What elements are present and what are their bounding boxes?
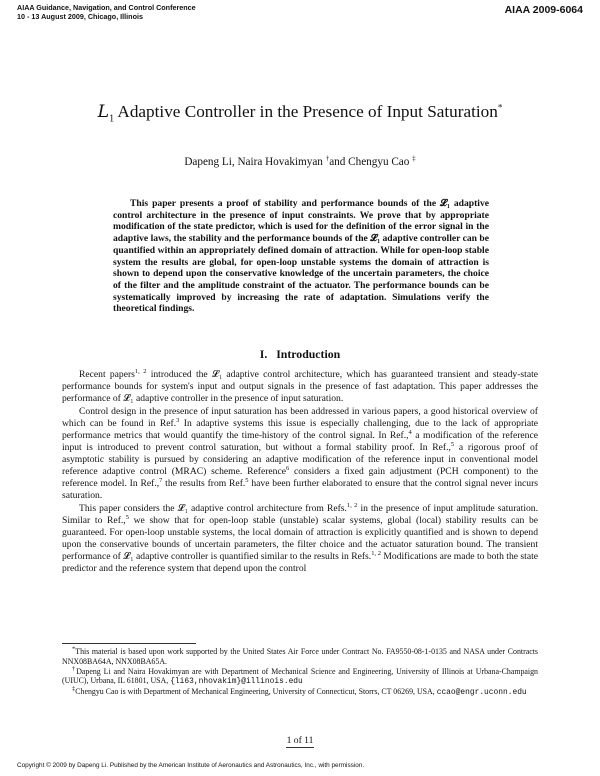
citation-ref: 3	[176, 416, 180, 424]
text-run: considers a fixed gain adjustment (PCH component) to the reference model. In Ref.,	[62, 465, 538, 489]
author-names-1: Dapeng Li, Naira Hovakimyan	[184, 156, 326, 168]
footnote-text: Chengyu Cao is with Department of Mechanical Engineering, University of Connecticut, Storrs, CT 06269, USA,	[75, 687, 437, 697]
author-email[interactable]: ccao@engr.uconn.edu	[436, 688, 527, 698]
footnote-divider	[62, 643, 196, 644]
paragraph-3	[62, 503, 538, 574]
section-heading	[60, 347, 540, 362]
title-symbol: L	[97, 102, 110, 122]
author-email[interactable]: {li63,nhovakim}@illinois.edu	[170, 677, 303, 687]
paragraph-1	[62, 369, 538, 405]
text-run: introduced the 𝓛₁ adaptive control architecture, which has guaranteed transient and steady-state performance bounds for system's input and output signals in the presence of fast adaptation. This paper addresses the performance of 𝓛₁ adaptive controller in the presence of input saturation.	[62, 369, 539, 404]
footnote-3	[62, 687, 538, 698]
text-run: have been further elaborated to ensure that the control signal never incurs saturation.	[62, 477, 538, 501]
citation-ref: 6	[285, 464, 290, 472]
footnote-mark: †	[72, 664, 77, 672]
footnote-text: Dapeng Li and Naira Hovakimyan are with Department of Mechanical Science and Engineering, University of Illinois at Urbana-Champaign (UIUC), Urbana, IL 61801, USA,	[62, 666, 539, 686]
paper-id: AIAA 2009-6064	[504, 4, 583, 16]
citation-ref: 5	[245, 476, 249, 484]
paragraph-2	[62, 406, 538, 501]
page-number-divider	[286, 747, 314, 748]
author-mark-2: ‡	[412, 154, 416, 163]
text-run: in the presence of input amplitude saturation. Similar to Ref.,	[62, 502, 539, 526]
paper-title	[60, 100, 540, 130]
author-mark-1: †	[325, 154, 330, 163]
citation-ref: 5	[450, 440, 455, 448]
citation-ref: 1, 2	[134, 367, 147, 375]
citation-ref: 5	[125, 513, 129, 521]
text-run: Modifications are made to both the state predictor and the reference system that depend upon the control	[62, 550, 539, 574]
citation-ref: 1, 2	[346, 501, 358, 509]
section-number: I.	[259, 347, 268, 361]
author-names-2: and Chengyu Cao	[329, 156, 413, 168]
title-text: Adaptive Controller in the Presence of Input Saturation	[114, 102, 498, 121]
text-run: a modification of the reference input is introduced to prevent control saturation, but without a formal stability proof. In Ref.,	[62, 430, 538, 453]
text-run: the results from Ref.	[162, 477, 246, 489]
citation-ref: 4	[408, 428, 412, 436]
author-list	[60, 156, 540, 168]
text-run: we show that for open-loop stable (unstable) scalar systems, global (local) stability results can be guaranteed. For open-loop unstable systems, the local domain of attraction is explicitly quantified and is shown to depend upon the conservative bounds of uncertain parameters, the filter choice and the actuator saturation bound. The transient performance of 𝓛₁ adaptive controller is quantified similar to the results in Refs.	[62, 514, 539, 562]
conference-name: AIAA Guidance, Navigation, and Control Conference	[17, 3, 196, 12]
abstract-text: This paper presents a proof of stability and performance bounds of the 𝓛₁ adaptive control architecture in the presence of input constraints. We prove that by appropriate modification of the state predictor, which is used for the definition of the error signal in the adaptive laws, the stability and the performance bounds of the 𝓛₁ adaptive controller can be quantified within an appropriately defined domain of attraction. While for open-loop stable system the results are global, for open-loop unstable systems the domain of attraction is shown to depend upon the conservative knowledge of the uncertain parameters, the choice of the filter and the amplitude constraint of the actuator. The performance bounds can be systematically improved by increasing the rate of adaptation. Simulations verify the theoretical findings.	[113, 198, 489, 315]
footnotes	[62, 647, 538, 698]
citation-ref: 7	[159, 476, 163, 484]
title-footnote-mark: *	[497, 102, 503, 113]
abstract	[113, 198, 489, 315]
footnote-mark: ‡	[72, 685, 76, 693]
footnote-2	[62, 664, 539, 688]
conference-date-location: 10 - 13 August 2009, Chicago, Illinois	[17, 11, 143, 21]
copyright-notice: Copyright © 2009 by Dapeng Li. Published by the American Institute of Aeronautics and Astronautics, Inc., with permission.	[17, 762, 365, 769]
text-run: In adaptive systems this issue is especially challenging, due to the lack of appropriate performance metrics that would quantify the time-history of the control signal. In Ref.,	[62, 418, 538, 442]
title-symbol-subscript: 1	[109, 113, 115, 125]
page-number: 1 of 11	[286, 735, 314, 746]
text-run: a rigorous proof of asymptotic stability is pursued by considering an adaptive modification of the reference input in conventional model reference adaptive control (MRAC) scheme. Reference	[62, 441, 538, 477]
footnote-mark: *	[72, 645, 76, 653]
text-run: Control design in the presence of input saturation has been addressed in various papers, a good historical overview of which can be found in Ref.	[62, 406, 538, 430]
footnote-text: This material is based upon work supported by the United States Air Force under Contract No. FA9550-08-1-0135 and NASA under Contracts NNX08BA64A, NNX08BA65A.	[62, 647, 538, 666]
footnote-1	[62, 647, 538, 667]
citation-ref: 1, 2	[371, 549, 381, 557]
body-text	[62, 369, 538, 576]
text-run: This paper considers the 𝓛₁ adaptive control architecture from Refs.	[79, 502, 347, 514]
text-run: Recent papers	[79, 369, 135, 380]
section-title: Introduction	[276, 347, 341, 361]
conference-header	[17, 4, 196, 21]
